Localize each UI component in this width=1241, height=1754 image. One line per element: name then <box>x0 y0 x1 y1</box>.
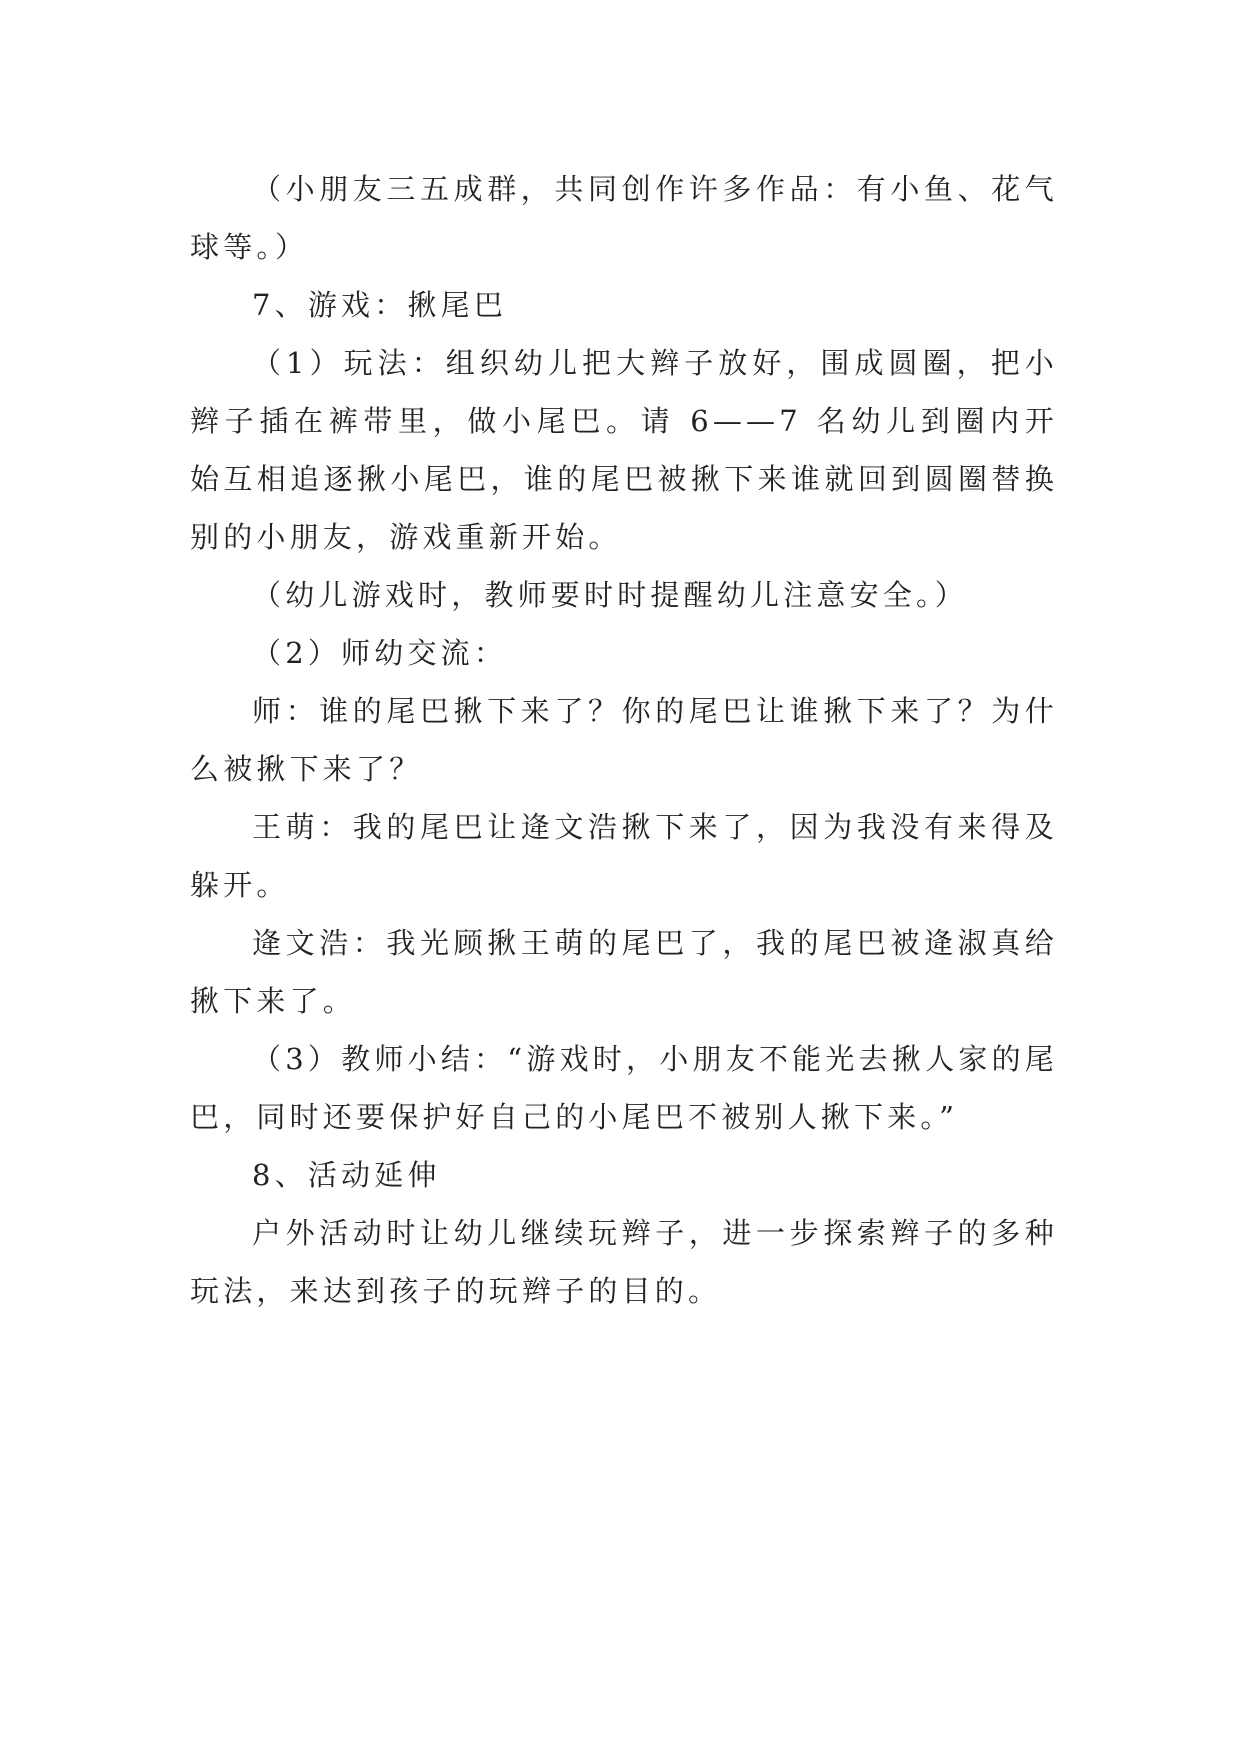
document-body <box>190 160 1058 1320</box>
paragraph-wang-meng-answer: 王萌：我的尾巴让逄文浩揪下来了，因为我没有来得及躲开。 <box>190 810 1058 902</box>
paragraph-teacher-question: 师：谁的尾巴揪下来了？你的尾巴让谁揪下来了？为什么被揪下来了？ <box>190 694 1058 786</box>
heading-game-grab-tail: 7、游戏：揪尾巴 <box>252 288 508 322</box>
paragraph-teacher-summary: （3）教师小结：“游戏时，小朋友不能光去揪人家的尾巴，同时还要保护好自己的小尾巴不被别人揪下来。” <box>190 1042 1058 1134</box>
paragraph-pang-wenhao-answer: 逄文浩：我光顾揪王萌的尾巴了，我的尾巴被逄淑真给揪下来了。 <box>190 926 1058 1018</box>
heading-teacher-child-exchange: （2）师幼交流： <box>252 636 508 670</box>
paragraph-craft-note: （小朋友三五成群，共同创作许多作品：有小鱼、花气球等。） <box>190 172 1058 264</box>
heading-activity-extension: 8、活动延伸 <box>252 1158 441 1192</box>
paragraph-safety-note: （幼儿游戏时，教师要时时提醒幼儿注意安全。） <box>252 578 968 612</box>
paragraph-activity-extension: 户外活动时让幼儿继续玩辫子，进一步探索辫子的多种玩法，来达到孩子的玩辫子的目的。 <box>190 1216 1058 1308</box>
paragraph-game-rules: （1）玩法：组织幼儿把大辫子放好，围成圆圈，把小辫子插在裤带里，做小尾巴。请 6——7 名幼儿到圈内开始互相追逐揪小尾巴，谁的尾巴被揪下来谁就回到圆圈替换别的小朋友，游戏重新开始。 <box>190 346 1058 554</box>
